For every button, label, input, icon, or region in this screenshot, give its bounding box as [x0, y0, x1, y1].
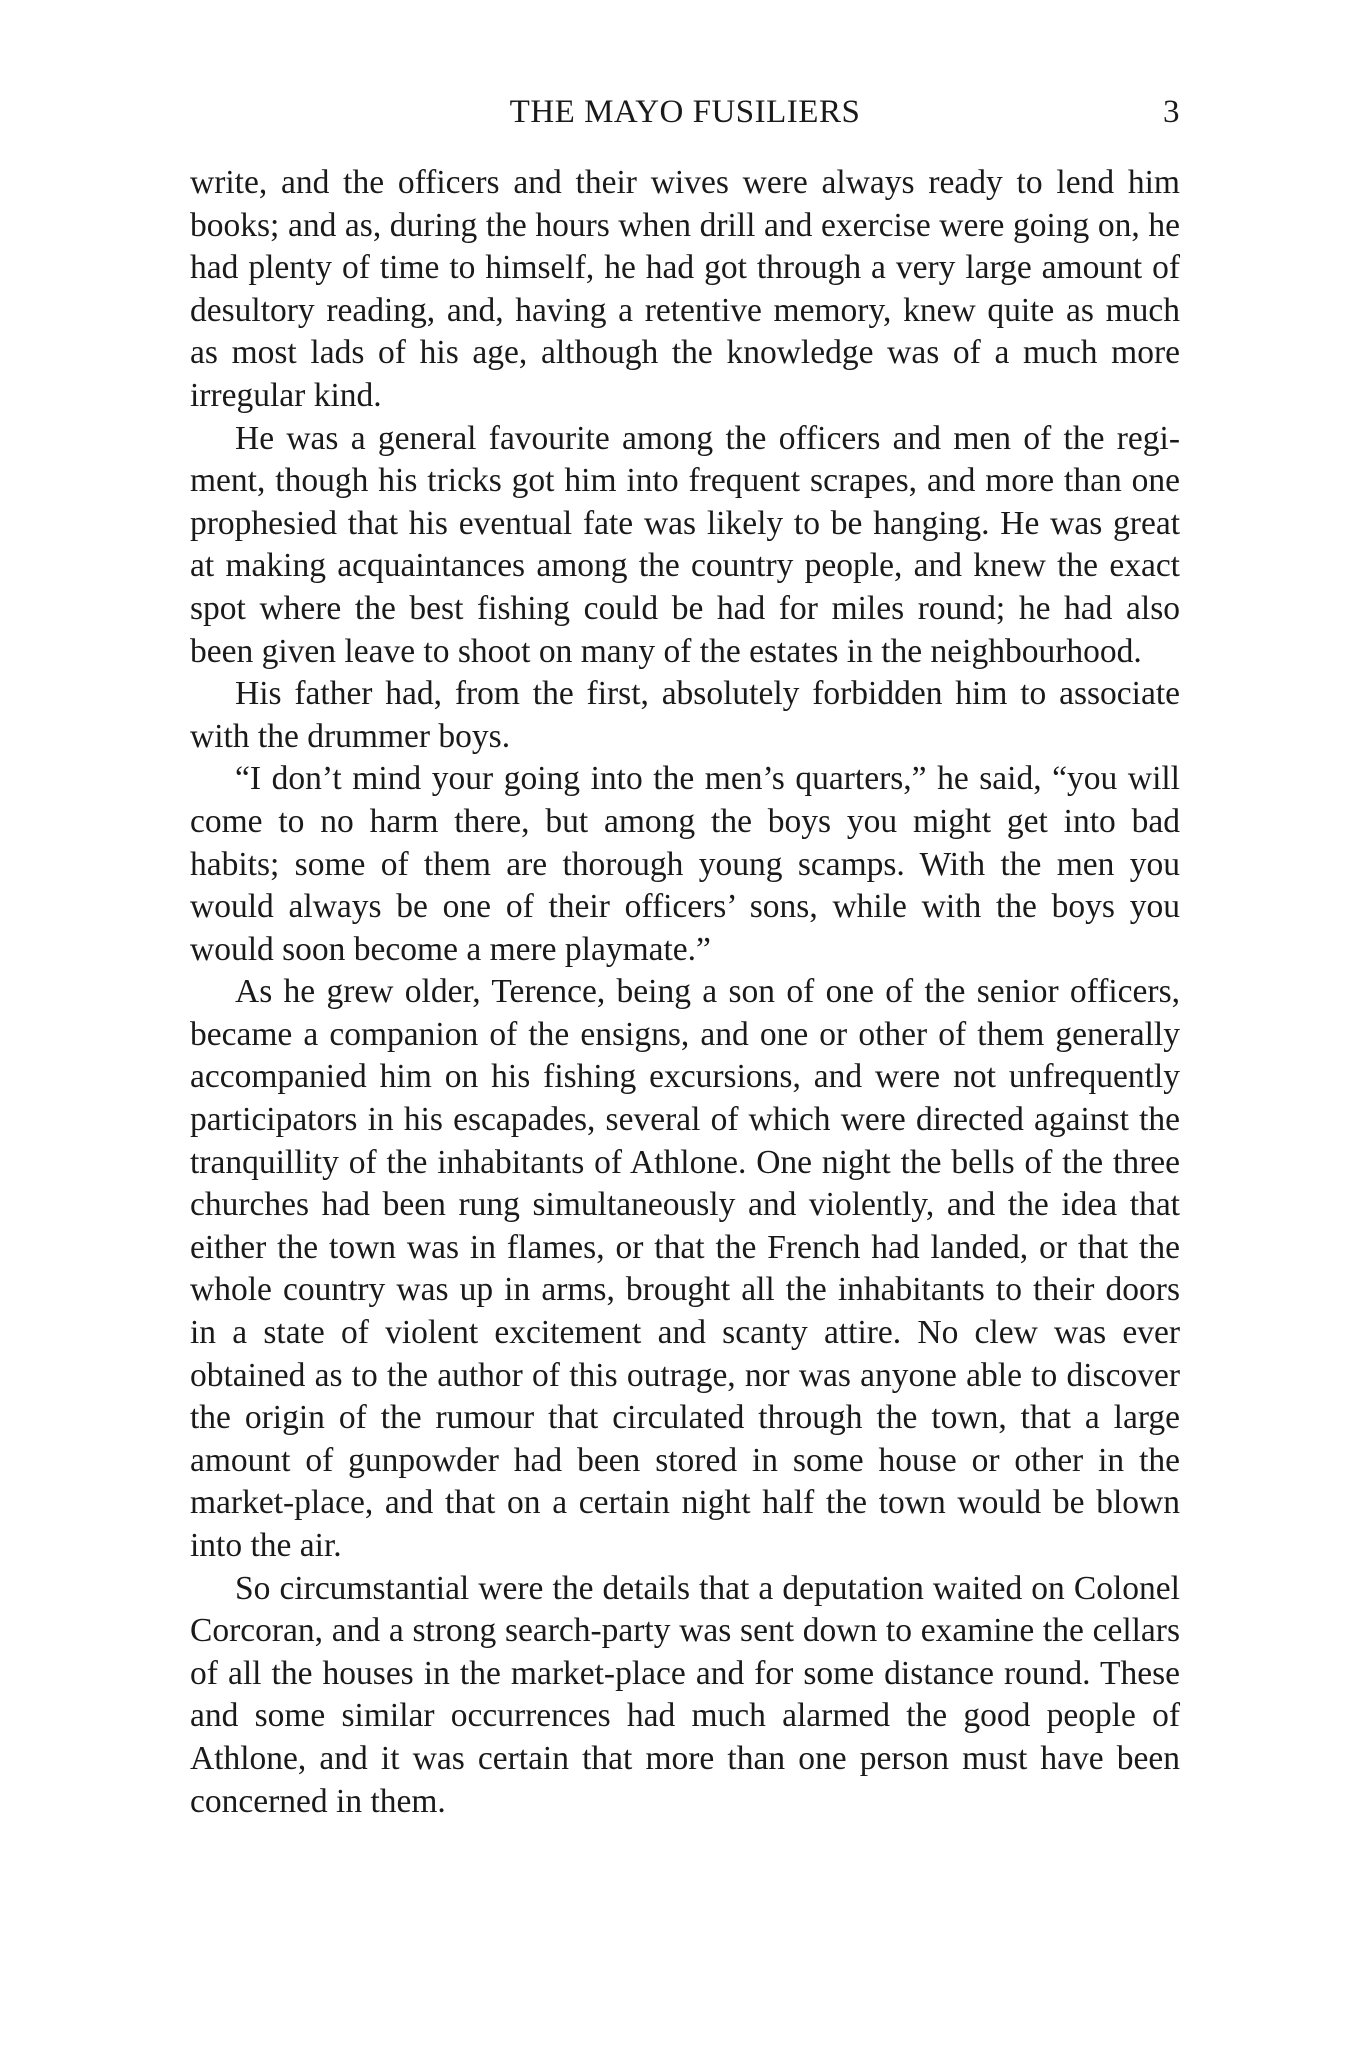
paragraph-2: He was a general favourite among the officers and men of the regiment, though his tricks got him into frequent scrapes, and more than one prophesied that his eventual fate was likely to be hanging. He was great at making acquaintances among the country people, and knew the exact spot where the best fishing could be had for miles round; he had also been given leave to shoot on many of the estates in the neighbourhood. — [190, 419, 1180, 670]
running-title: THE MAYO FUSILIERS — [509, 94, 861, 130]
page-number: 3 — [1163, 94, 1180, 130]
running-head — [190, 90, 1180, 134]
paragraph-4: “I don’t mind your going into the men’s quarters,” he said, “you will come to no harm there, but among the boys you might get into bad habits; some of them are thorough young scamps. With the men you would always be one of their officers’ sons, while with the boys you would soon become a mere playmate.” — [190, 760, 1180, 968]
paragraph-6: So circumstantial were the details that a deputation waited on Colonel Corcoran, and a strong search-party was sent down to examine the cellars of all the houses in the market-place and for some distance round. These and some similar occurrences had much alarmed the good people of Athlone, and it was certain that more than one person must have been concerned in them. — [190, 1569, 1180, 1820]
paragraph-3: His father had, from the first, absolutely forbidden him to associate with the drummer boys. — [190, 675, 1180, 755]
paragraph-5: As he grew older, Terence, being a son of one of the senior officers, became a companion of the ensigns, and one or other of them generally accompanied him on his fishing excursions, and were not unfrequently participators in his escapades, several of which were directed against the tranquillity of the inhabitants of Athlone. One night the bells of the three churches had been rung simultaneously and violently, and the idea that either the town was in flames, or that the French had landed, or that the whole country was up in arms, brought all the inhabitants to their doors in a state of violent excitement and scanty attire. No clew was ever obtained as to the author of this outrage, nor was anyone able to discover the origin of the rumour that circulated through the town, that a large amount of gunpowder had been stored in some house or other in the market-place, and that on a certain night half the town would be blown into the air. — [190, 973, 1180, 1564]
paragraph-1: write, and the officers and their wives were always ready to lend him books; and as, during the hours when drill and exercise were going on, he had plenty of time to himself, he had got through a very large amount of desultory reading, and, having a retentive memory, knew quite as much as most lads of his age, although the knowledge was of a much more irregular kind. — [190, 164, 1180, 414]
body-text — [190, 162, 1180, 1823]
